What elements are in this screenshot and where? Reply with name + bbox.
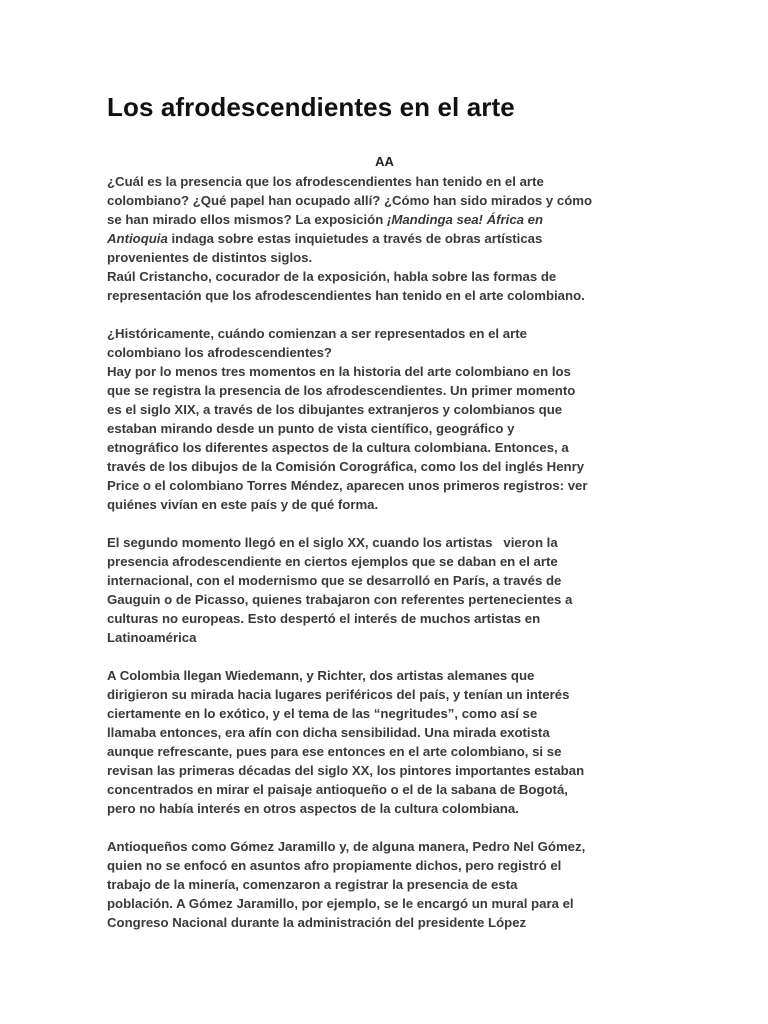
author-initials: AA (375, 154, 394, 169)
exhibition-title-cont: Antioquia (107, 231, 168, 246)
text-line: Gauguin o de Picasso, quienes trabajaron con referentes pertenecientes a (107, 592, 573, 607)
text-line: concentrados en mirar el paisaje antioqueño o el de la sabana de Bogotá, (107, 782, 568, 797)
text-line: pero no había interés en otros aspectos de la cultura colombiana. (107, 801, 519, 816)
text-line: quien no se enfocó en asuntos afro propiamente dichos, pero registró el (107, 858, 562, 873)
article-body (107, 172, 667, 951)
text-line: Price o el colombiano Torres Méndez, aparecen unos primeros registros: ver (107, 478, 588, 493)
text-line: trabajo de la minería, comenzaron a registrar la presencia de esta (107, 877, 518, 892)
text-line: ciertamente en lo exótico, y el tema de las “negritudes”, como así se (107, 706, 538, 721)
text-line: quiénes vivían en este país y de qué forma. (107, 497, 379, 512)
text-line: provenientes de distintos siglos. (107, 250, 313, 265)
antioquenos-paragraph (107, 837, 667, 932)
text-line: llamaba entonces, era afín con dicha sensibilidad. Una mirada exotista (107, 725, 550, 740)
text-line: Raúl Cristancho, cocurador de la exposición, habla sobre las formas de (107, 269, 557, 284)
text-line: Congreso Nacional durante la administración del presidente López (107, 915, 527, 930)
text-line: ¿Cuál es la presencia que los afrodescendientes han tenido en el arte (107, 174, 544, 189)
text-line: colombiano? ¿Qué papel han ocupado allí? ¿Cómo han sido mirados y cómo (107, 193, 593, 208)
text-line: que se registra la presencia de los afrodescendientes. Un primer momento (107, 383, 576, 398)
second-moment-paragraph (107, 533, 667, 647)
text-segment: se han mirado ellos mismos? La exposición (107, 212, 387, 227)
text-segment: indaga sobre estas inquietudes a través de obras artísticas (171, 231, 543, 246)
text-line: estaban mirando desde un punto de vista científico, geográfico y (107, 421, 515, 436)
text-line: dirigieron su mirada hacia lugares periféricos del país, y tenían un interés (107, 687, 570, 702)
text-line: es el siglo XIX, a través de los dibujantes extranjeros y colombianos que (107, 402, 563, 417)
text-line: través de los dibujos de la Comisión Corográfica, como los del inglés Henry (107, 459, 585, 474)
text-line (107, 210, 667, 229)
text-line: presencia afrodescendiente en ciertos ejemplos que se daban en el arte (107, 554, 558, 569)
text-line: Antioqueños como Gómez Jaramillo y, de alguna manera, Pedro Nel Gómez, (107, 839, 586, 854)
text-line: etnográfico los diferentes aspectos de la cultura colombiana. Entonces, a (107, 440, 569, 455)
text-line: internacional, con el modernismo que se desarrolló en París, a través de (107, 573, 562, 588)
text-line: A Colombia llegan Wiedemann, y Richter, dos artistas alemanes que (107, 668, 535, 683)
intro-paragraph (107, 172, 667, 305)
exhibition-title: ¡Mandinga sea! África en (386, 212, 544, 227)
question-line: ¿Históricamente, cuándo comienzan a ser representados en el arte (107, 326, 527, 341)
text-line: Latinoamérica (107, 630, 197, 645)
text-line: población. A Gómez Jaramillo, por ejemplo, se le encargó un mural para el (107, 896, 574, 911)
text-line: culturas no europeas. Esto despertó el interés de muchos artistas en (107, 611, 541, 626)
text-line (107, 229, 667, 248)
text-line: revisan las primeras décadas del siglo XX, los pintores importantes estaban (107, 763, 585, 778)
text-line: aunque refrescante, pues para ese entonces en el arte colombiano, si se (107, 744, 562, 759)
german-artists-paragraph (107, 666, 667, 818)
article-title: Los afrodescendientes en el arte (107, 92, 515, 122)
text-line: representación que los afrodescendientes han tenido en el arte colombiano. (107, 288, 585, 303)
text-line: El segundo momento llegó en el siglo XX, cuando los artistas vieron la (107, 535, 558, 550)
text-line: Hay por lo menos tres momentos en la historia del arte colombiano en los (107, 364, 571, 379)
question-line: colombiano los afrodescendientes? (107, 345, 332, 360)
question-answer-paragraph (107, 324, 667, 514)
